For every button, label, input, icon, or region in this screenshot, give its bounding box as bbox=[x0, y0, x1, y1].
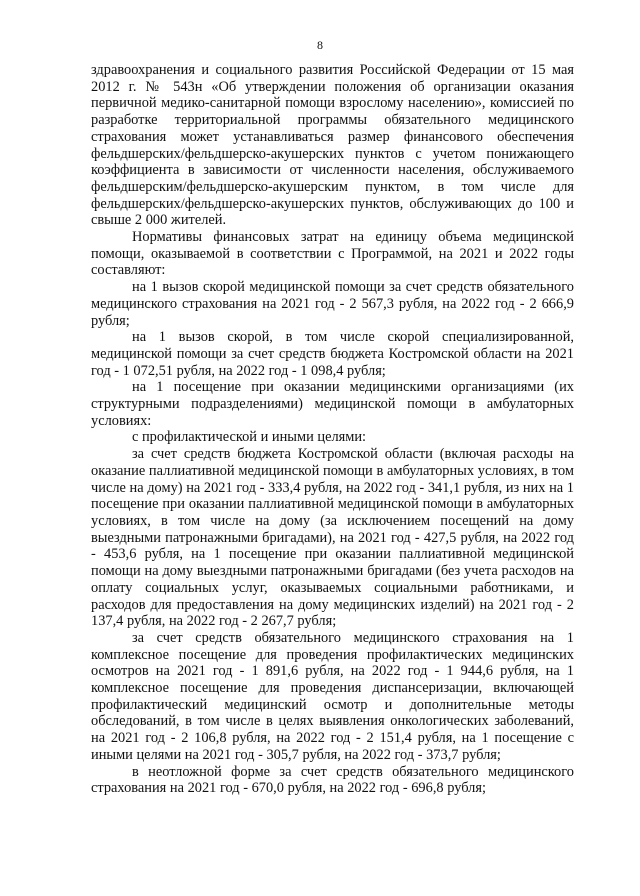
paragraph-ambulance-oms: на 1 вызов скорой медицинской помощи за счет средств обязательного медицинского страхования на 2021 год - 2 567,3 рубля, на 2022 год - 2 666,9 рубля; bbox=[91, 279, 574, 329]
paragraph-preventive-goals: с профилактической и иными целями: bbox=[132, 429, 367, 446]
paragraph-ambulance-budget: на 1 вызов скорой, в том числе скорой специализированной, медицинской помощи за счет средств бюджета Костромской области на 2021 год - 1 072,51 рубля, на 2022 год - 1 098,4 рубля; bbox=[91, 329, 574, 379]
page-number: 8 bbox=[317, 38, 323, 52]
paragraph-urgent-care: в неотложной форме за счет средств обязательного медицинского страхования на 2021 год - 670,0 рубля, на 2022 год - 696,8 рубля; bbox=[91, 763, 574, 797]
paragraph-norms-intro: Нормативы финансовых затрат на единицу объема медицинской помощи, оказываемой в соответствии с Программой, на 2021 и 2022 годы составляют: bbox=[91, 229, 574, 279]
paragraph-outpatient-visit: на 1 посещение при оказании медицинскими организациями (их структурными подразделениями) медицинской помощи в амбулаторных условиях: bbox=[91, 379, 574, 429]
paragraph-oms-complex-visit: за счет средств обязательного медицинского страхования на 1 комплексное посещение для проведения профилактических медицинских осмотров на 2021 год - 1 891,6 рубля, на 2022 год - 1 944,6 рубля, на 1 комплексное посещение для проведения диспансеризации, включающей профилактический медицинский осмотр и дополнительные методы обследований, в том числе в целях выявления онкологических заболеваний, на 2021 год - 2 106,8 рубля, на 2022 год - 2 151,4 рубля, на 1 посещение с иными целями на 2021 год - 305,7 рубля, на 2022 год - 373,7 рубля; bbox=[91, 629, 574, 763]
paragraph-budget-palliative: за счет средств бюджета Костромской области (включая расходы на оказание паллиативной медицинской помощи в амбулаторных условиях, в том числе на дому) на 2021 год - 333,4 рубля, на 2022 год - 341,1 рубля, из них на 1 посещение при оказании паллиативной медицинской помощи в амбулаторных условиях, в том числе на дому (за исключением посещений на дому выездными патронажными бригадами), на 2021 год - 427,5 рубля, на 2022 год - 453,6 рубля, на 1 посещение при оказании паллиативной медицинской помощи на дому выездными патронажными бригадами (без учета расходов на оплату социальных услуг, оказываемых социальными работниками, и расходов для предоставления на дому медицинских изделий) на 2021 год - 2 137,4 рубля, на 2022 год - 2 267,7 рубля; bbox=[91, 446, 574, 630]
paragraph-continuation: здравоохранения и социального развития Российской Федерации от 15 мая 2012 г. № 543н «Об утверждении положения об организации оказания первичной медико-санитарной помощи взрослому населению», комиссией по разработке территориальной программы обязательного медицинского страхования может устанавливаться размер финансового обеспечения фельдшерских/фельдшерско-акушерских пунктов с учетом понижающего коэффициента в зависимости от численности населения, обслуживаемого фельдшерским/фельдшерско-акушерским пунктом, в том числе для фельдшерских/фельдшерско-акушерских пунктов, обслуживающих до 100 и свыше 2 000 жителей. bbox=[91, 62, 574, 229]
document-body bbox=[91, 62, 574, 797]
